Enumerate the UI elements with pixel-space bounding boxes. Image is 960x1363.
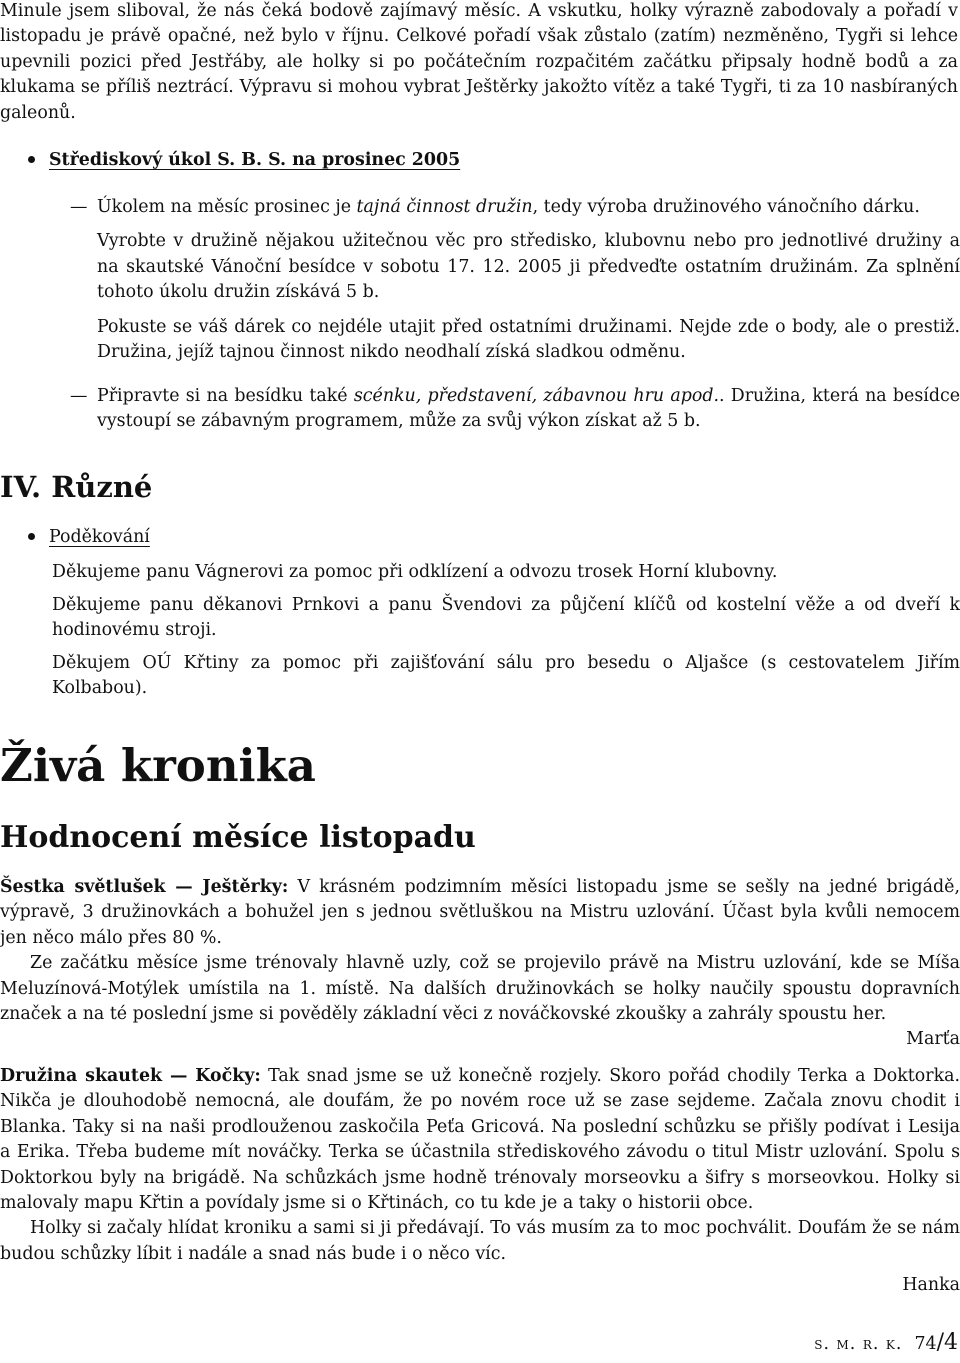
thanks-p3: Děkujem OÚ Křtiny za pomoc při zajišťování sálu pro besedu o Aljašce (s cestovatelem Jiřím Kolbabou). xyxy=(52,653,960,699)
task-item-1-p3: Pokuste se váš dárek co nejdéle utajit před ostatními družinami. Nejde zde o body, ale o prestiž. Družina, jejíž tajnou činnost nikdo neodhalí získá sladkou odměnu. xyxy=(97,316,960,363)
bullet-icon xyxy=(28,156,35,163)
text: V krásném podzimním měsíci listopadu jsme se sešly na jedné brigádě, výpravě, 3 družinovkách a bohužel jen s jednou světluškou na Mistru uzlování. Účast byla kvůli nemocem jen něco málo přes 80 %. xyxy=(0,877,960,948)
text: Úkolem na měsíc prosinec je xyxy=(97,197,357,217)
task-item-2 xyxy=(70,384,960,435)
issue-number: 74 xyxy=(914,1334,937,1354)
emphasis: scénku, představení, zábavnou hru apod. xyxy=(353,386,719,406)
text: , tedy výroba družinového vánočního dárku. xyxy=(532,197,920,217)
kronika-title: Živá kronika xyxy=(0,739,316,792)
thanks-heading xyxy=(28,524,150,550)
text: Připravte si na besídku také xyxy=(97,386,354,406)
section-heading-iv: IV. Různé xyxy=(0,470,153,504)
thanks-heading-text: Poděkování xyxy=(49,527,150,547)
task-item-1 xyxy=(70,195,960,365)
journal-name: s. m. r. k. xyxy=(814,1334,903,1354)
report-svetlusky-signature: Marťa xyxy=(906,1029,960,1050)
task-item-2-p1 xyxy=(97,384,960,435)
report-kocky-label: Družina skautek — Kočky: xyxy=(0,1066,261,1086)
text: Tak snad jsme se už konečně rozjely. Skoro pořád chodily Terka a Doktorka. Nikča je dlouhodobě nemocná, ale doufám, že po novém roce už se zase sejdeme. Začala znovu chodit i Blanka. Taky si na naši prodlouženou zaskočila Peťa Gricová. Na poslední schůzku se přišly podívat i Lesija a Erika. Třeba budeme mít nováčky. Terka se účastnila střediskového závodu o titul Mistr uzlování. Spolu s Doktorkou byly na brigádě. Na schůzkách jsme hodně trénovaly morseovku a šifry s morseovkou. Holky si malovaly mapu Křtin a povídaly jsme si o Křtinách, co tu kde je a taky o historii obce. xyxy=(0,1066,960,1214)
hodnoceni-title: Hodnocení měsíce listopadu xyxy=(0,820,476,855)
task-heading xyxy=(28,147,460,173)
report-svetlusky-p1 xyxy=(0,875,960,951)
report-kocky xyxy=(0,1064,960,1299)
page-footer xyxy=(814,1330,958,1357)
thanks-p1: Děkujeme panu Vágnerovi za pomoc při odklízení a odvozu trosek Horní klubovny. xyxy=(52,562,778,582)
intro-paragraph: Minule jsem sliboval, že nás čeká bodově zajímavý měsíc. A vskutku, holky výrazně zabodovaly a pořadí v listopadu je právě opačné, než bylo v říjnu. Celkové pořadí však zůstalo (zatím) nezměněno, Tygři si lehce upevnili pozici před Jestřáby, ale holky si po počátečním rozpačitém začátku připsaly hodně bodů a za klukama se příliš neztrácí. Výpravu si mohou vybrat Ještěrky jakožto vítěz a také Tygři, ti za 10 nasbíraných galeonů. xyxy=(0,1,958,123)
page-number: 4 xyxy=(944,1330,958,1355)
report-kocky-p2: Holky si začaly hlídat kroniku a sami si ji předávají. To vás musím za to moc pochválit. Doufám že se nám budou schůzky líbit i nadále a snad nás bude i o něco víc. xyxy=(0,1218,960,1264)
dash-icon: — xyxy=(70,197,88,217)
emphasis: tajná činnost družin xyxy=(356,197,533,217)
dash-icon: — xyxy=(70,386,88,406)
task-heading-text: Střediskový úkol S. B. S. na prosinec 2005 xyxy=(49,150,461,170)
report-kocky-signature: Hanka xyxy=(902,1275,960,1296)
task-item-1-p2: Vyrobte v družině nějakou užitečnou věc pro středisko, klubovnu nebo pro jednotlivé družiny a na skautské Vánoční besídce v sobotu 17. 12. 2005 ji předveďte ostatním družinám. Za splnění tohoto úkolu družin získává 5 b. xyxy=(97,231,960,303)
bullet-icon xyxy=(28,533,35,540)
task-item-1-p1 xyxy=(97,195,960,220)
footer-slash: / xyxy=(936,1330,944,1355)
report-svetlusky xyxy=(0,875,960,1053)
report-svetlusky-label: Šestka světlušek — Ještěrky: xyxy=(0,877,289,897)
thanks-p2: Děkujeme panu děkanovi Prnkovi a panu Švendovi za půjčení klíčů od kostelní věže a od dveří k hodinovému stroji. xyxy=(52,595,960,641)
text: . Družina, která na besídce vystoupí se zábavným programem, může za svůj výkon získat až 5 b. xyxy=(97,386,960,432)
report-svetlusky-p2: Ze začátku měsíce jsme trénovaly hlavně uzly, což se projevilo právě na Mistru uzlování, kde se Míša Meluzínová-Motýlek umístila na 1. místě. Na dalších družinovkách se holky naučily spoustu dopravních značek a na té poslední jsme si pověděly základní věci z nováčkovské zkoušky a zahrály spoustu her. xyxy=(0,953,960,1025)
report-kocky-p1 xyxy=(0,1064,960,1216)
